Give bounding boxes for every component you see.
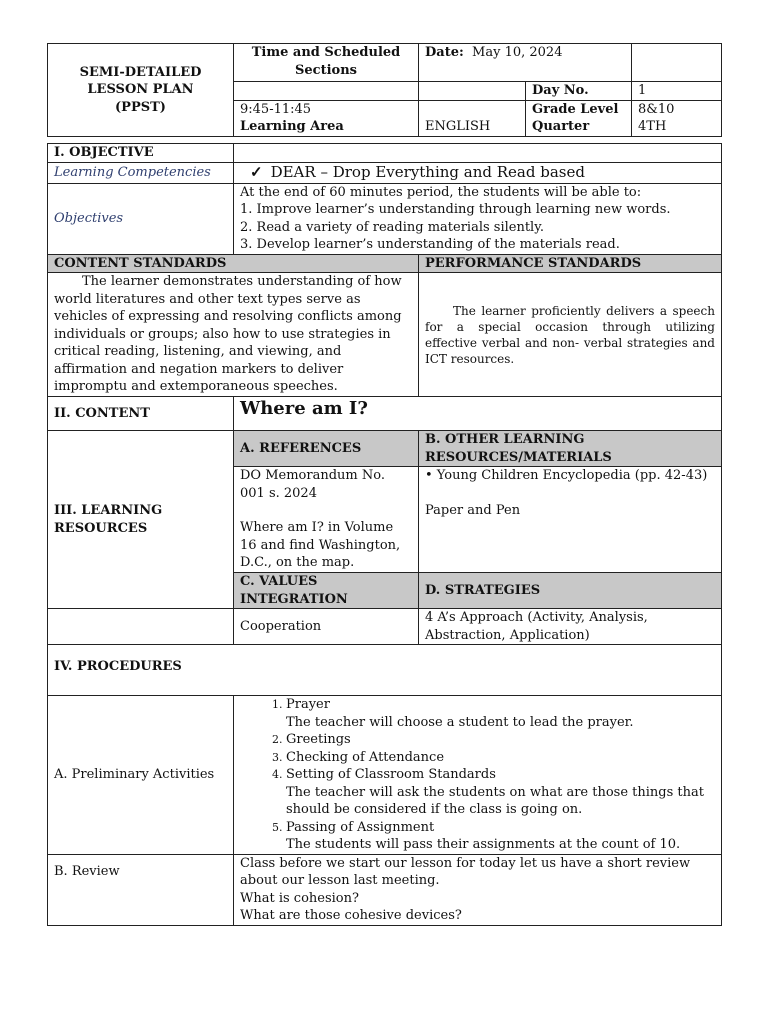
grade-label: Grade Level [532, 101, 619, 117]
preliminary-activities-label: A. Preliminary Activities [48, 696, 234, 855]
list-item [286, 749, 715, 767]
content-label: II. CONTENT [48, 397, 234, 431]
competencies-value-cell [234, 162, 722, 183]
list-item [286, 766, 715, 819]
objectives-line: 1. Improve learner’s understanding through learning new words. [240, 202, 671, 217]
review-label: B. Review [48, 854, 234, 925]
objectives-line: 3. Develop learner’s understanding of the materials read. [240, 237, 620, 252]
date-value: May 10, 2024 [472, 45, 563, 60]
date-cell [419, 44, 632, 82]
empty-cell [234, 144, 722, 163]
references-header: A. REFERENCES [234, 431, 419, 467]
other-resources-header: B. OTHER LEARNING RESOURCES/MATERIALS [419, 431, 722, 467]
list-item [286, 696, 715, 731]
activity-detail: The teacher will choose a student to lead the prayer. [286, 714, 634, 730]
reference-item: Where am I? in Volume 16 and find Washington, D.C., on the map. [240, 520, 401, 570]
content-standards-text: The learner demonstrates understanding of how world literatures and other text types serve as vehicles of expressing and resolving conflicts among individuals or groups; also how to use strategies in critical reading, listening, and viewing, and affirmation and negation markers to deliver impromptu and extemporaneous speeches. [48, 273, 419, 397]
quarter-value: 4TH [638, 119, 667, 134]
activity-title: Greetings [286, 732, 351, 747]
time-cell [234, 100, 419, 136]
strategies-header: D. STRATEGIES [419, 573, 722, 609]
objectives-list [234, 183, 722, 254]
activity-title: Checking of Attendance [286, 749, 445, 765]
empty-cell [632, 44, 722, 82]
objective-section-label: I. OBJECTIVE [48, 144, 234, 163]
day-value: 1 [632, 82, 722, 101]
activity-title: Prayer [286, 697, 330, 712]
review-cell [234, 854, 722, 925]
list-item [286, 819, 715, 854]
competencies-label: Learning Competencies [48, 162, 234, 183]
performance-standards-header: PERFORMANCE STANDARDS [419, 254, 722, 273]
review-line: Class before we start our lesson for today let us have a short review about our lesson last meeting. [240, 855, 691, 888]
learning-resources-label: III. LEARNING RESOURCES [48, 431, 234, 609]
time-value: 9:45-11:45 [240, 101, 312, 117]
quarter-label: Quarter [532, 119, 590, 134]
date-label: Date: [425, 45, 464, 60]
values-integration-header: C. VALUES INTEGRATION [234, 573, 419, 609]
lesson-table [47, 143, 722, 926]
header-table [47, 43, 722, 137]
learning-area-label: Learning Area [240, 119, 344, 134]
activity-title: Setting of Classroom Standards [286, 767, 496, 782]
activity-detail: The teacher will ask the students on what are those things that should be considered if the class is going on. [286, 784, 704, 817]
learning-area-value: ENGLISH [419, 100, 526, 136]
empty-cell [419, 82, 526, 101]
values-integration-value: Cooperation [234, 609, 419, 645]
strategies-value: 4 A’s Approach (Activity, Analysis, Abstraction, Application) [419, 609, 722, 645]
time-label: Time and Scheduled Sections [234, 44, 419, 82]
other-resources-cell [419, 467, 722, 573]
grade-quarter-values [632, 100, 722, 136]
procedures-label: IV. PROCEDURES [48, 645, 722, 696]
review-line: What is cohesion? [240, 890, 359, 906]
preliminary-activities-cell [234, 696, 722, 855]
list-item [286, 731, 715, 749]
content-value: Where am I? [234, 397, 722, 431]
grade-value: 8&10 [638, 101, 675, 117]
empty-cell [48, 609, 234, 645]
review-line: What are those cohesive devices? [240, 908, 462, 923]
objectives-line: At the end of 60 minutes period, the students will be able to: [240, 184, 642, 200]
other-resource-item: • Young Children Encyclopedia (pp. 42-43) [425, 468, 708, 483]
empty-cell [234, 82, 419, 101]
grade-quarter-labels [526, 100, 632, 136]
objectives-label: Objectives [48, 183, 234, 254]
checkmark-icon [250, 163, 271, 181]
activity-detail: The students will pass their assignments at the count of 10. [286, 837, 681, 852]
objectives-line: 2. Read a variety of reading materials silently. [240, 219, 544, 235]
references-cell [234, 467, 419, 573]
lesson-plan-title: SEMI-DETAILED LESSON PLAN (PPST) [48, 44, 234, 137]
content-standards-header: CONTENT STANDARDS [48, 254, 419, 273]
competencies-value: DEAR – Drop Everything and Read based [270, 162, 585, 181]
other-resource-item: Paper and Pen [425, 502, 521, 518]
performance-standards-text: The learner proficiently delivers a speech for a special occasion through utilizing effective verbal and non- verbal strategies and ICT resources. [419, 273, 722, 397]
preliminary-activities-list [240, 696, 715, 854]
activity-title: Passing of Assignment [286, 819, 435, 835]
day-label: Day No. [526, 82, 632, 101]
reference-item: DO Memorandum No. 001 s. 2024 [240, 468, 385, 501]
